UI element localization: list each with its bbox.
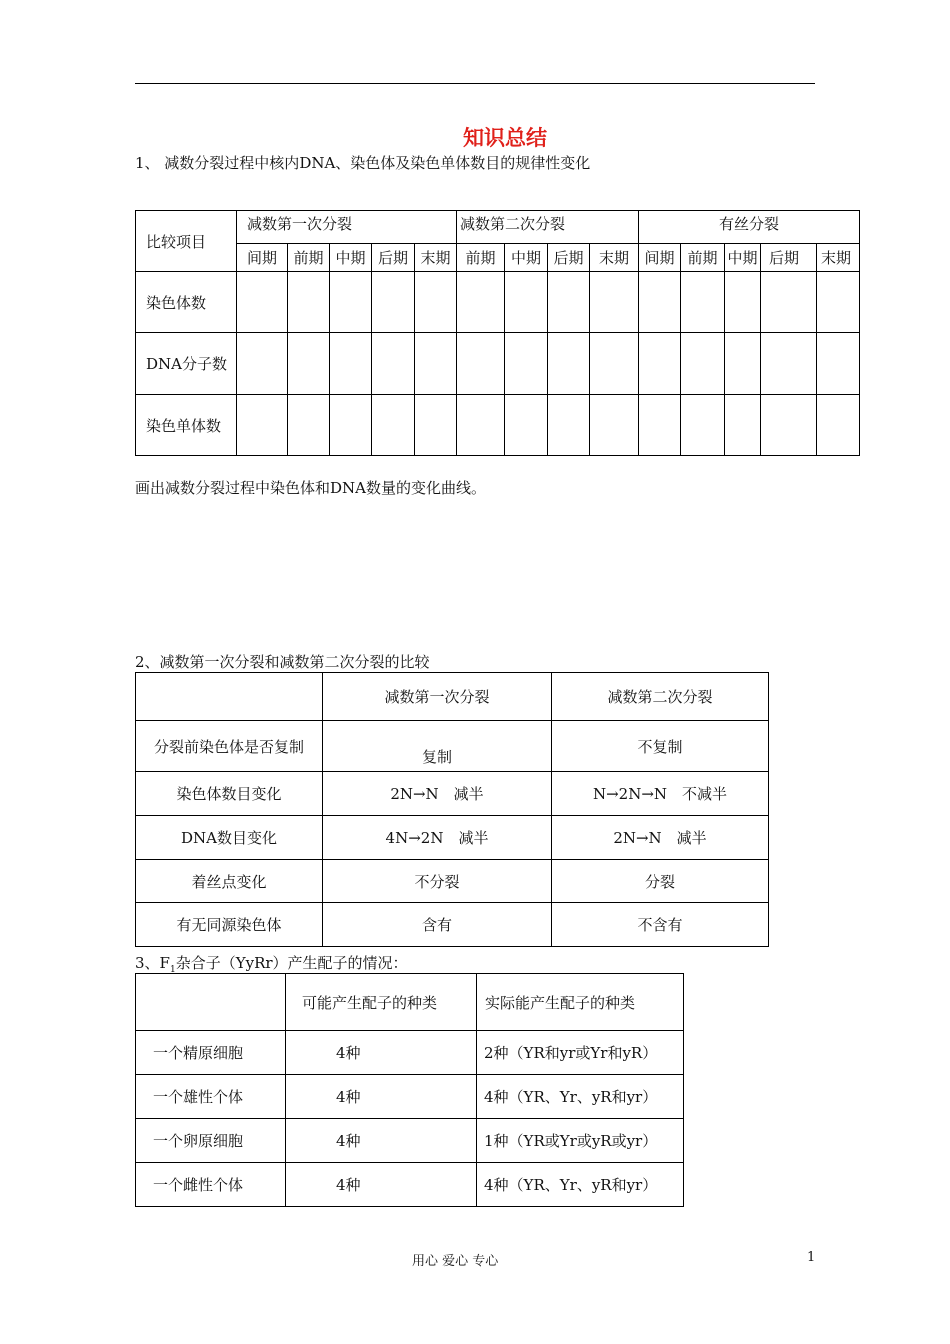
page-number: 1: [807, 1250, 816, 1265]
row-label: 一个卵原细胞: [136, 1119, 286, 1163]
phase-header: 中期: [330, 244, 372, 272]
col-header: 减数第二次分裂: [552, 673, 769, 721]
row-label: 一个雄性个体: [136, 1075, 286, 1119]
cell-first: 4N→2N 减半: [323, 816, 552, 860]
phase-header: 后期: [548, 244, 590, 272]
cell-actual: 4种（YR、Yr、yR和yr）: [477, 1163, 684, 1207]
col-header: 实际能产生配子的种类: [477, 974, 684, 1031]
col-header: 可能产生配子的种类: [286, 974, 477, 1031]
phase-header: 间期: [639, 244, 681, 272]
cell-second: 分裂: [552, 860, 769, 903]
cell-actual: 2种（YR和yr或Yr和yR）: [477, 1031, 684, 1075]
cell-first: 复制: [323, 721, 552, 772]
phase-header: 后期: [761, 244, 817, 272]
group-header: 减数第一次分裂: [237, 211, 457, 244]
row-label: 着丝点变化: [136, 860, 323, 903]
phase-header: 中期: [725, 244, 761, 272]
cell-possible: 4种: [286, 1163, 477, 1207]
phase-header: 中期: [505, 244, 548, 272]
section3-heading: 3、$F_1$杂合子（YyRr）产生配子的情况：: [135, 954, 408, 975]
cell-second: N→2N→N 不减半: [552, 772, 769, 816]
cell-possible: 4种: [286, 1075, 477, 1119]
blank-header: [136, 974, 286, 1031]
phase-header: 后期: [372, 244, 415, 272]
cell-possible: 4种: [286, 1119, 477, 1163]
phase-header: 前期: [681, 244, 725, 272]
table-division-comparison: [135, 672, 769, 947]
table-meiosis-counts: [135, 210, 860, 456]
page-title: 知识总结: [463, 126, 547, 150]
section2-heading: 2、减数第一次分裂和减数第二次分裂的比较: [135, 653, 430, 671]
corner-cell: 比较项目: [136, 211, 237, 272]
footer-motto: 用心 爱心 专心: [412, 1254, 499, 1269]
row-label: 染色体数: [136, 272, 237, 333]
row-label: DNA数目变化: [136, 816, 323, 860]
row-label: 有无同源染色体: [136, 903, 323, 947]
cell-second: 不复制: [552, 721, 769, 772]
cell-second: 不含有: [552, 903, 769, 947]
group-header: 有丝分裂: [639, 211, 860, 244]
phase-header: 前期: [288, 244, 330, 272]
row-label: 染色单体数: [136, 395, 237, 456]
phase-header: 前期: [457, 244, 505, 272]
row-label: 一个雌性个体: [136, 1163, 286, 1207]
cell-actual: 4种（YR、Yr、yR和yr）: [477, 1075, 684, 1119]
phase-header: 间期: [237, 244, 288, 272]
cell-possible: 4种: [286, 1031, 477, 1075]
cell-actual: 1种（YR或Yr或yR或yr）: [477, 1119, 684, 1163]
header-rule: [135, 83, 815, 84]
blank-header: [136, 673, 323, 721]
row-label: DNA分子数: [136, 333, 237, 395]
table-gamete-types: [135, 973, 684, 1207]
cell-second: 2N→N 减半: [552, 816, 769, 860]
section1-heading: 1、 减数分裂过程中核内DNA、染色体及染色单体数目的规律性变化: [135, 154, 591, 172]
row-label: 一个精原细胞: [136, 1031, 286, 1075]
col-header: 减数第一次分裂: [323, 673, 552, 721]
phase-header: 末期: [817, 244, 860, 272]
phase-header: 末期: [415, 244, 457, 272]
cell-first: 含有: [323, 903, 552, 947]
row-label: 染色体数目变化: [136, 772, 323, 816]
row-label: 分裂前染色体是否复制: [136, 721, 323, 772]
cell-first: 2N→N 减半: [323, 772, 552, 816]
phase-header: 末期: [590, 244, 639, 272]
draw-prompt: 画出减数分裂过程中染色体和DNA数量的变化曲线。: [135, 479, 486, 497]
cell-first: 不分裂: [323, 860, 552, 903]
group-header: 减数第二次分裂: [457, 211, 639, 244]
